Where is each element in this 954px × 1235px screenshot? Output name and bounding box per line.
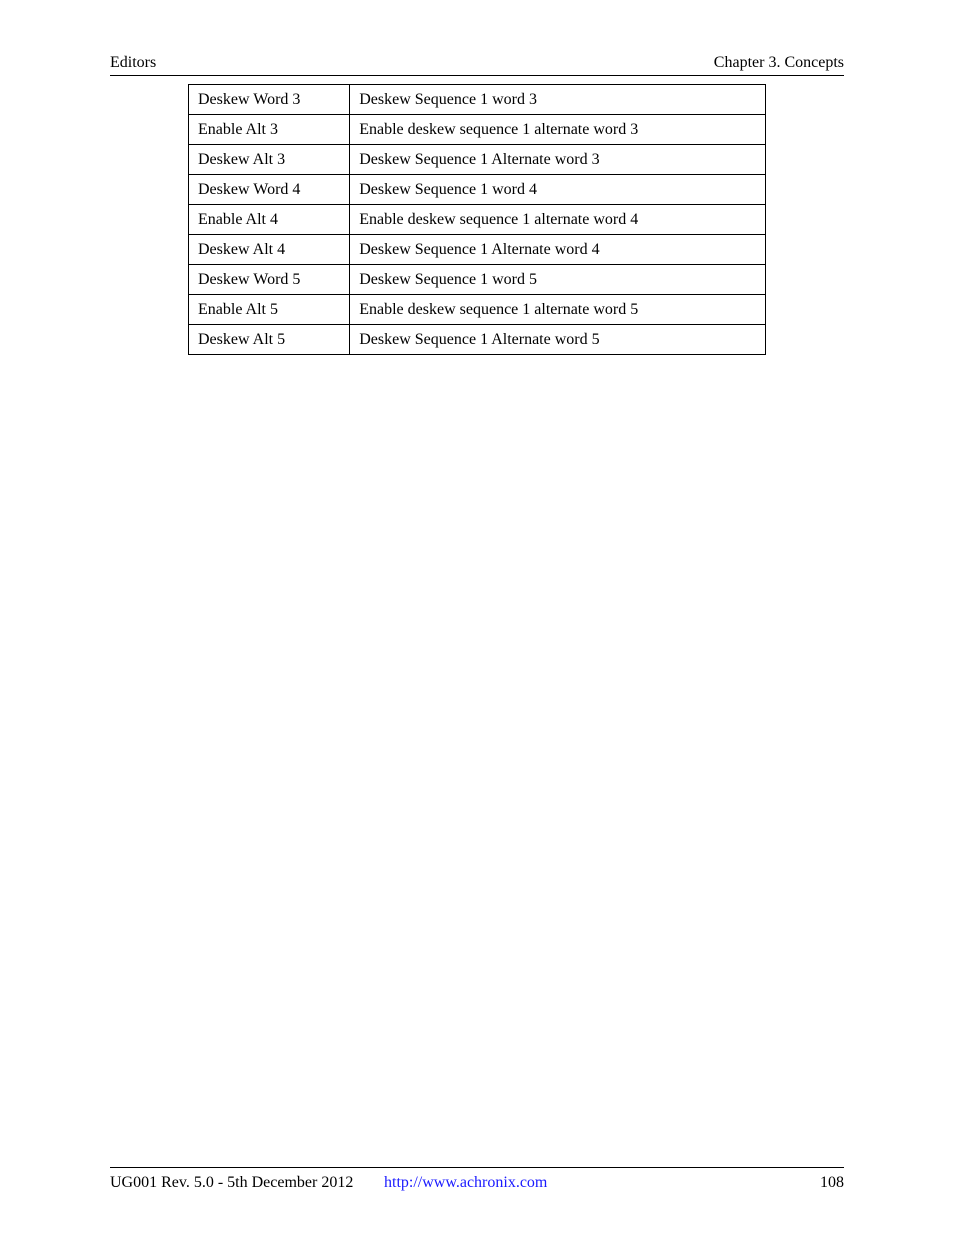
parameter-table-body [189,85,766,355]
parameter-description-cell: Deskew Sequence 1 word 4 [350,175,766,205]
header-chapter-title: Chapter 3. Concepts [713,54,844,71]
parameter-description-cell: Enable deskew sequence 1 alternate word 5 [350,295,766,325]
table-row [189,145,766,175]
parameter-name-cell: Deskew Word 4 [189,175,350,205]
parameter-name-cell: Deskew Alt 3 [189,145,350,175]
parameter-name-cell: Deskew Word 5 [189,265,350,295]
parameter-description-cell: Enable deskew sequence 1 alternate word 4 [350,205,766,235]
page-number: 108 [820,1174,844,1191]
page-header [110,53,844,76]
parameter-description-cell: Enable deskew sequence 1 alternate word 3 [350,115,766,145]
parameter-name-cell: Deskew Alt 5 [189,325,350,355]
parameter-name-cell: Enable Alt 5 [189,295,350,325]
document-revision: UG001 Rev. 5.0 - 5th December 2012 [110,1174,354,1191]
parameter-description-cell: Deskew Sequence 1 Alternate word 4 [350,235,766,265]
parameter-name-cell: Deskew Alt 4 [189,235,350,265]
page-footer [110,1167,844,1192]
table-row [189,235,766,265]
parameter-description-cell: Deskew Sequence 1 Alternate word 5 [350,325,766,355]
header-section-title: Editors [110,54,157,71]
parameter-name-cell: Enable Alt 3 [189,115,350,145]
table-row [189,85,766,115]
table-row [189,295,766,325]
website-link[interactable]: http://www.achronix.com [384,1174,548,1191]
table-row [189,325,766,355]
table-row [189,115,766,145]
table-row [189,265,766,295]
parameter-description-cell: Deskew Sequence 1 Alternate word 3 [350,145,766,175]
parameter-name-cell: Enable Alt 4 [189,205,350,235]
parameter-name-cell: Deskew Word 3 [189,85,350,115]
parameter-description-cell: Deskew Sequence 1 word 5 [350,265,766,295]
parameter-table [188,84,766,355]
parameter-description-cell: Deskew Sequence 1 word 3 [350,85,766,115]
table-row [189,205,766,235]
table-row [189,175,766,205]
